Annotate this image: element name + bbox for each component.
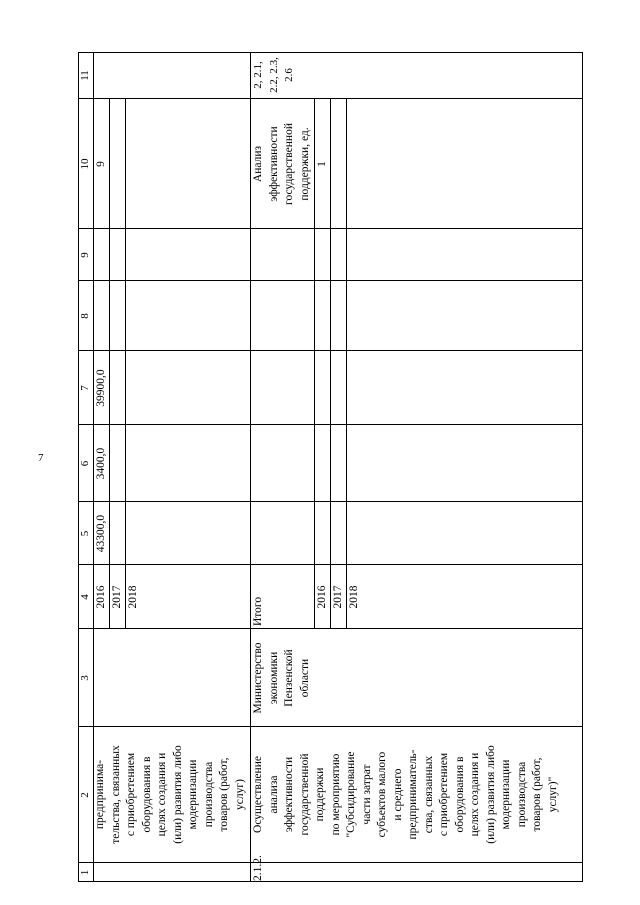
table-border xyxy=(582,52,583,882)
indicator-value: 9 xyxy=(95,161,107,167)
year-2017: 2017 xyxy=(332,585,344,609)
table-border xyxy=(78,881,583,882)
year-2017: 2017 xyxy=(111,585,123,609)
year-2018: 2018 xyxy=(127,585,139,609)
amount-col-7: 39900,0 xyxy=(95,369,107,407)
page-number: 7 xyxy=(38,452,44,464)
header-col-6: 6 xyxy=(79,460,91,467)
header-col-2: 2 xyxy=(79,792,91,798)
year-2016: 2016 xyxy=(316,585,328,609)
related-items: 2, 2.1, 2.2, 2.3, 2.6 xyxy=(252,57,295,93)
table-border xyxy=(78,52,583,53)
year-2018: 2018 xyxy=(348,585,360,609)
column-divider xyxy=(78,726,583,727)
column-divider xyxy=(78,862,583,863)
header-col-1: 1 xyxy=(79,869,91,876)
indicator-value: 1 xyxy=(316,161,328,167)
measure-description: Осуществление анализа эффективности государственной поддержки по мероприятию "Субсидирование части затрат субъектов малого и среднего предприниматель- ства, связанных с приобретением оборудования в целях создания и (или) развития либо модернизации производства товаров (работ, услуг)" xyxy=(252,745,559,844)
total-label: Итого xyxy=(252,596,264,626)
row-number: 2.1.2. xyxy=(252,855,264,881)
header-col-11: 11 xyxy=(79,70,91,81)
executor: Министерство экономики Пензенской области xyxy=(252,642,311,714)
header-col-8: 8 xyxy=(79,313,91,319)
year-divider xyxy=(346,99,347,629)
measure-description: предпринима- тельства, связанных с приобретением оборудования в целях создания и (или) развития либо модернизации производства товаров (работ, услуг) xyxy=(94,745,246,844)
header-col-5: 5 xyxy=(79,530,91,537)
header-col-9: 9 xyxy=(79,252,91,258)
header-col-7: 7 xyxy=(79,385,91,391)
header-col-3: 3 xyxy=(79,675,91,681)
header-col-4: 4 xyxy=(79,594,91,600)
header-col-10: 10 xyxy=(79,158,91,170)
plan-table xyxy=(78,52,583,882)
amount-col-5: 43300,0 xyxy=(95,514,107,553)
indicator-name: Анализ эффективности государственной поддержки, ед. xyxy=(252,123,311,205)
year-divider xyxy=(125,99,126,629)
year-2016: 2016 xyxy=(95,585,107,609)
amount-col-6: 3400,0 xyxy=(95,447,107,480)
